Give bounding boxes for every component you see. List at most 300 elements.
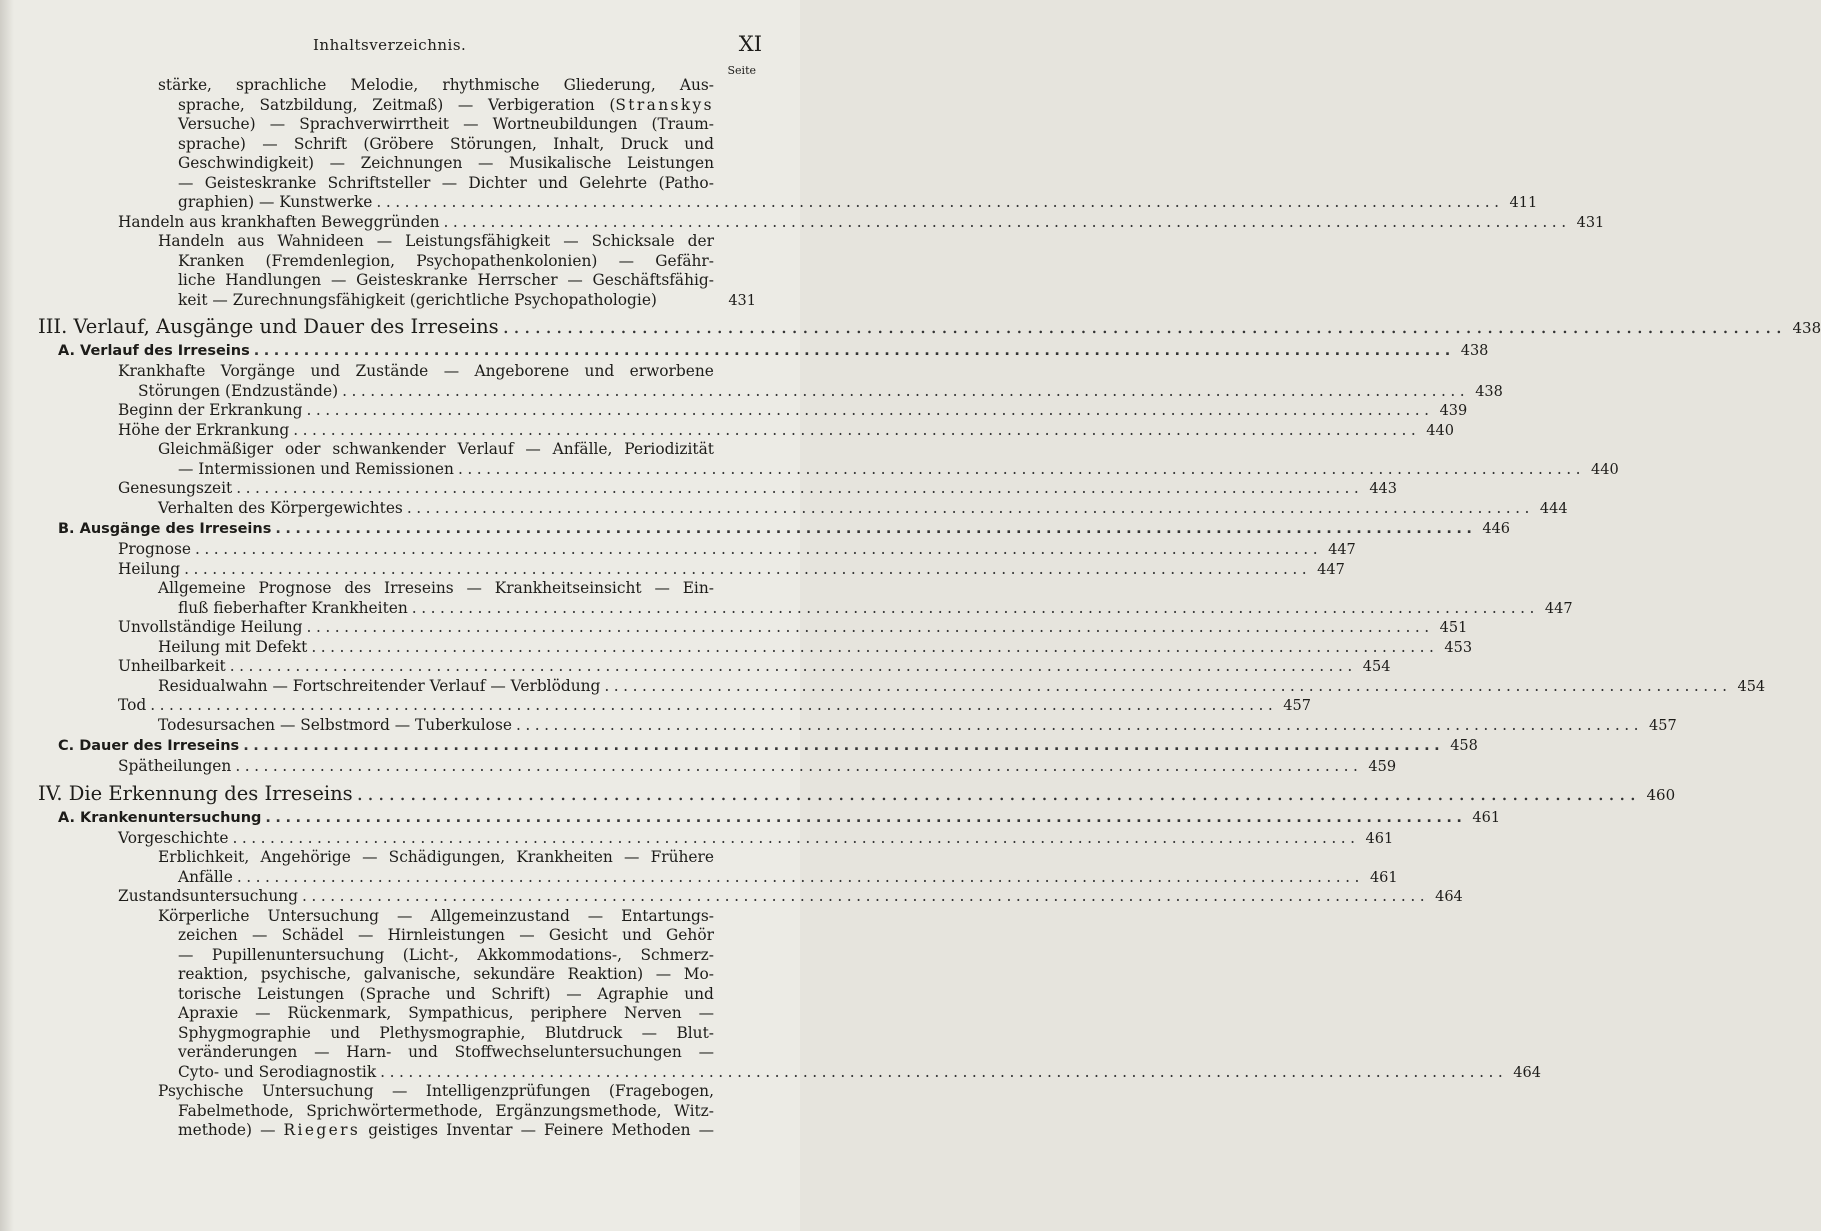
entry-word: Sympathicus, bbox=[408, 1004, 514, 1022]
toc-line bbox=[0, 926, 800, 946]
entry-text: Störungen (Endzustände) bbox=[138, 381, 339, 400]
entry-text: Cyto- und Serodiagnostik bbox=[178, 1062, 377, 1081]
toc-line bbox=[0, 907, 800, 927]
entry-text: B. Ausgänge des Irreseins bbox=[58, 521, 272, 537]
entry-word: erworbene bbox=[629, 362, 714, 380]
entry-word: sekundäre bbox=[473, 965, 556, 983]
toc-entry bbox=[0, 540, 1356, 560]
page-ref: 447 bbox=[1328, 542, 1356, 558]
page-ref: 446 bbox=[1482, 521, 1511, 537]
entry-word: Geisteskranke bbox=[356, 271, 468, 289]
entry-word: Irreseins bbox=[384, 579, 454, 597]
entry-word: (Licht-, bbox=[402, 945, 459, 964]
toc-line bbox=[0, 867, 1398, 888]
toc-line bbox=[0, 271, 800, 291]
entry-word: Anfälle, bbox=[552, 440, 613, 458]
leader-dots: ........................................................................................................................ bbox=[306, 618, 1434, 636]
entry-word: und bbox=[684, 984, 714, 1003]
toc-line bbox=[0, 598, 1573, 619]
entry-word: — bbox=[520, 1121, 536, 1139]
toc-line bbox=[0, 946, 800, 966]
entry-word: Geisteskranke bbox=[204, 173, 317, 192]
entry-word: Schrift bbox=[293, 134, 348, 153]
toc-line bbox=[0, 76, 800, 96]
leader-dots: ........................................................................................................................ bbox=[515, 715, 1644, 734]
entry-word: Frühere bbox=[650, 848, 714, 866]
page-ref: 458 bbox=[1450, 738, 1478, 754]
entry-word: Schmerz- bbox=[640, 945, 714, 964]
entry-word: psychische, bbox=[260, 965, 352, 983]
page-ref: 438 bbox=[1792, 319, 1821, 337]
entry-text: Heilung bbox=[118, 559, 181, 578]
entry-text: Beginn der Erkrankung bbox=[118, 401, 303, 419]
entry-word: (Traum- bbox=[651, 115, 714, 133]
entry-word: — bbox=[525, 440, 541, 458]
table-of-contents bbox=[0, 76, 1821, 1141]
entry-word: schwankender bbox=[332, 440, 446, 458]
page-ref: 447 bbox=[1544, 600, 1573, 617]
page-ref: 457 bbox=[1649, 717, 1677, 734]
entry-word: Sprichwörtermethode, bbox=[306, 1101, 483, 1120]
entry-word: — bbox=[478, 154, 494, 172]
entry-word: und bbox=[445, 984, 476, 1003]
toc-entry bbox=[0, 618, 1468, 638]
toc-subsection-heading bbox=[0, 735, 1478, 757]
entry-word: Geschäftsfähig- bbox=[592, 271, 714, 289]
page-ref: 447 bbox=[1317, 561, 1345, 578]
entry-word: — bbox=[260, 1121, 276, 1139]
entry-word: Erblichkeit, bbox=[158, 848, 250, 866]
entry-text: fluß fieberhafter Krankheiten bbox=[178, 598, 408, 617]
page-ref: 461 bbox=[1365, 830, 1394, 847]
entry-word: Gleichmäßiger bbox=[158, 440, 274, 458]
entry-word: Agraphie bbox=[597, 984, 669, 1003]
toc-line bbox=[0, 1121, 800, 1141]
leader-dots: ........................................................................................................................ bbox=[150, 696, 1278, 714]
entry-word: Handeln bbox=[158, 232, 225, 250]
entry-text: Spätheilungen bbox=[118, 757, 232, 775]
entry-word: — bbox=[329, 154, 345, 172]
toc-entry bbox=[0, 696, 1311, 716]
leader-dots: ........................................................................................................................ bbox=[443, 212, 1571, 231]
entry-word: und bbox=[538, 173, 568, 192]
entry-word: — bbox=[178, 945, 194, 964]
entry-word: Rückenmark, bbox=[287, 1004, 392, 1022]
entry-word: Untersuchung bbox=[262, 1082, 374, 1100]
entry-text: Todesursachen — Selbstmord — Tuberkulose bbox=[158, 715, 512, 734]
entry-word: Krankhafte bbox=[118, 362, 206, 380]
entry-word: des bbox=[344, 579, 372, 597]
entry-word: Versuche) bbox=[178, 115, 256, 133]
page-ref: 453 bbox=[1444, 639, 1473, 656]
entry-word: Zustände bbox=[355, 362, 429, 380]
entry-word: Blut- bbox=[676, 1023, 714, 1042]
page-ref: 431 bbox=[1576, 214, 1605, 231]
entry-word: Schicksale bbox=[591, 232, 675, 250]
entry-word: und bbox=[408, 1043, 438, 1061]
entry-word: Störungen, bbox=[449, 134, 537, 153]
entry-text: Handeln aus krankhaften Beweggründen bbox=[118, 212, 440, 231]
page-ref: 461 bbox=[1472, 809, 1501, 826]
entry-word: Gesicht bbox=[548, 926, 608, 944]
entry-word: — bbox=[457, 95, 474, 114]
toc-subsection-heading bbox=[0, 807, 1501, 829]
entry-word: Ergänzungsmethode, bbox=[495, 1101, 662, 1120]
leader-dots: ........................................................................................................................ bbox=[235, 757, 1363, 775]
entry-word: Inhalt, bbox=[553, 134, 605, 153]
toc-entry bbox=[0, 887, 1463, 907]
entry-word: Nerven bbox=[623, 1004, 682, 1022]
entry-text: Unvollständige Heilung bbox=[118, 618, 303, 636]
entry-word: Musikalische bbox=[508, 154, 612, 172]
toc-line bbox=[0, 362, 800, 382]
entry-word: Harn- bbox=[346, 1043, 392, 1061]
toc-section-heading bbox=[0, 777, 1676, 807]
entry-word: Gefähr- bbox=[655, 251, 714, 270]
entry-word: Schädigungen, bbox=[388, 848, 506, 866]
toc-line bbox=[0, 252, 800, 272]
entry-word: Riegers bbox=[283, 1121, 361, 1139]
entry-word: Psychische bbox=[158, 1082, 244, 1100]
page-ref: 459 bbox=[1368, 759, 1397, 775]
entry-word: Wahnideen bbox=[277, 232, 364, 250]
entry-word: — bbox=[392, 1082, 408, 1100]
entry-text: III. Verlauf, Ausgänge und Dauer des Irreseins bbox=[38, 315, 499, 338]
entry-text: A. Verlauf des Irreseins bbox=[58, 343, 250, 359]
entry-word: Druck bbox=[620, 134, 669, 153]
toc-line bbox=[0, 1102, 800, 1122]
entry-word: rhythmische bbox=[442, 76, 540, 94]
toc-line bbox=[0, 459, 1619, 480]
entry-text: Tod bbox=[118, 696, 147, 714]
entry-word: Feinere bbox=[544, 1121, 604, 1139]
entry-word: — bbox=[466, 579, 482, 597]
page-number: XI bbox=[738, 32, 762, 56]
entry-word: — bbox=[463, 115, 479, 133]
toc-entry bbox=[0, 559, 1345, 580]
entry-word: Herrscher bbox=[477, 271, 558, 289]
entry-word: Angeborene bbox=[474, 362, 570, 380]
entry-word: — bbox=[655, 965, 672, 983]
entry-word: Dichter bbox=[468, 173, 527, 192]
entry-word: Krankheiten bbox=[516, 848, 613, 866]
entry-word: Angehörige bbox=[260, 848, 351, 866]
toc-line bbox=[0, 1004, 800, 1024]
entry-word: Psychopathenkolonien) bbox=[416, 251, 598, 270]
entry-word: Ein- bbox=[682, 579, 714, 597]
entry-word: reaktion, bbox=[178, 965, 249, 983]
toc-line bbox=[0, 174, 800, 194]
leader-dots: ........................................................................................................................ bbox=[342, 381, 1470, 400]
entry-word: — bbox=[357, 926, 374, 944]
leader-dots: ........................................................................................................................ bbox=[236, 867, 1364, 886]
leader-dots: ........................................................................................................................ bbox=[184, 559, 1312, 578]
page-ref: 444 bbox=[1539, 500, 1568, 517]
entry-word: Verlauf bbox=[457, 440, 514, 458]
toc-entry bbox=[0, 715, 1677, 736]
entry-word: — bbox=[641, 1023, 658, 1042]
toc-line bbox=[0, 193, 1538, 213]
entry-word: Reaktion) bbox=[567, 965, 644, 983]
entry-word: — bbox=[441, 173, 458, 192]
toc-line bbox=[0, 115, 800, 135]
page-ref: 457 bbox=[1283, 698, 1311, 714]
entry-word: — bbox=[314, 1043, 330, 1061]
running-header-title: Inhaltsverzeichnis. bbox=[313, 36, 467, 54]
toc-line bbox=[0, 232, 800, 252]
entry-word: — bbox=[623, 848, 640, 866]
leader-dots: ........................................................................................................................ bbox=[457, 459, 1586, 478]
toc-line bbox=[0, 1024, 800, 1044]
entry-word: oder bbox=[284, 440, 321, 458]
entry-word: Apraxie bbox=[178, 1004, 239, 1022]
page-ref: 438 bbox=[1460, 343, 1489, 359]
entry-text: Heilung mit Defekt bbox=[158, 637, 308, 656]
entry-word: Entartungs- bbox=[621, 906, 714, 925]
toc-subsection-heading bbox=[0, 340, 1489, 362]
entry-word: Gelehrte bbox=[579, 173, 648, 192]
toc-entry bbox=[0, 676, 1766, 697]
page-ref: 440 bbox=[1591, 461, 1619, 478]
leader-dots: ........................................................................................................................ bbox=[195, 540, 1323, 558]
entry-text: Genesungszeit bbox=[118, 479, 233, 497]
leader-dots: ........................................................................................................................ bbox=[311, 637, 1439, 656]
entry-word: Allgemeinzustand bbox=[430, 906, 570, 925]
leader-dots: ........................................................................................................................ bbox=[502, 315, 1787, 338]
entry-word: — bbox=[255, 1004, 271, 1022]
page-ref: 461 bbox=[1369, 869, 1398, 886]
leader-dots: ........................................................................................................................ bbox=[411, 598, 1539, 617]
entry-word: Verbigeration bbox=[487, 95, 595, 114]
leader-dots: ........................................................................................................................ bbox=[406, 498, 1534, 517]
entry-text: Verhalten des Körpergewichtes bbox=[158, 498, 403, 517]
entry-text: Anfälle bbox=[178, 867, 233, 886]
entry-word: — bbox=[519, 926, 535, 944]
leader-dots: ........................................................................................................................ bbox=[232, 828, 1360, 847]
entry-word: Wortneubildungen bbox=[492, 115, 638, 133]
entry-word: Gliederung, bbox=[563, 76, 656, 94]
toc-entry bbox=[0, 212, 1605, 233]
entry-text: Residualwahn — Fortschreitender Verlauf — Verblödung bbox=[158, 676, 601, 695]
toc-entry bbox=[0, 420, 1454, 441]
entry-word: aus bbox=[237, 232, 265, 250]
toc-line bbox=[0, 1082, 800, 1102]
entry-word: (Sprache bbox=[359, 984, 431, 1003]
page-ref: 411 bbox=[1509, 195, 1538, 211]
toc-subsection-heading bbox=[0, 518, 1511, 540]
entry-word: Intelligenzprüfungen bbox=[425, 1082, 591, 1100]
entry-text: graphien) — Kunstwerke bbox=[178, 193, 373, 211]
toc-line bbox=[0, 965, 800, 985]
toc-line bbox=[0, 1062, 1541, 1083]
entry-word: sprachliche bbox=[236, 76, 327, 94]
entry-word: Sprachverwirrtheit bbox=[299, 115, 449, 133]
entry-word: veränderungen bbox=[178, 1043, 298, 1061]
leader-dots: ........................................................................................................................ bbox=[275, 521, 1477, 537]
entry-word: Periodizität bbox=[624, 440, 714, 458]
entry-word: und bbox=[622, 926, 652, 944]
entry-word: (Patho- bbox=[658, 173, 714, 192]
entry-word: Leistungen bbox=[626, 154, 714, 172]
leader-dots: ........................................................................................................................ bbox=[293, 420, 1421, 439]
entry-text: Zustandsuntersuchung bbox=[118, 887, 299, 905]
entry-text: Höhe der Erkrankung bbox=[118, 420, 290, 439]
toc-entry bbox=[0, 401, 1468, 421]
toc-line bbox=[0, 985, 800, 1005]
entry-word: Witz- bbox=[674, 1101, 714, 1120]
leader-dots: ........................................................................................................................ bbox=[302, 887, 1430, 905]
entry-word: — bbox=[698, 1004, 714, 1022]
entry-word: (Gröbere bbox=[363, 134, 434, 153]
entry-word: Geschwindigkeit) bbox=[178, 154, 315, 172]
entry-word: Leistungen bbox=[256, 984, 344, 1003]
entry-word: Kranken bbox=[178, 251, 245, 270]
page-ref: 464 bbox=[1513, 1064, 1541, 1081]
entry-word: — bbox=[698, 1043, 714, 1061]
leader-dots: ........................................................................................................................ bbox=[265, 809, 1467, 826]
entry-word: der bbox=[687, 232, 714, 250]
entry-word: periphere bbox=[530, 1004, 608, 1022]
entry-word: — bbox=[376, 232, 393, 250]
entry-word: Leistungsfähigkeit bbox=[405, 232, 551, 250]
entry-word: — bbox=[698, 1121, 714, 1139]
entry-word: und bbox=[330, 1023, 360, 1042]
entry-text: IV. Die Erkennung des Irreseins bbox=[38, 781, 353, 805]
entry-word: — bbox=[567, 271, 583, 289]
column-label-seite: Seite bbox=[727, 64, 756, 77]
entry-word: Inventar bbox=[446, 1121, 513, 1139]
entry-word: und bbox=[584, 362, 615, 380]
entry-word: — bbox=[262, 134, 278, 153]
leader-dots: ........................................................................................................................ bbox=[306, 401, 1434, 419]
entry-word: und bbox=[684, 134, 714, 153]
entry-word: — bbox=[362, 848, 378, 866]
entry-word: Stoffwechseluntersuchungen bbox=[454, 1043, 682, 1061]
entry-word: — bbox=[654, 579, 670, 597]
entry-word: — bbox=[251, 926, 268, 944]
entry-word: Methoden bbox=[611, 1121, 691, 1139]
toc-section-heading bbox=[0, 310, 1821, 340]
toc-line bbox=[0, 381, 1503, 402]
page-ref: 438 bbox=[1475, 383, 1503, 400]
leader-dots: ........................................................................................................................ bbox=[229, 657, 1357, 675]
entry-word: Allgemeine bbox=[158, 579, 246, 597]
entry-text: — Intermissionen und Remissionen bbox=[178, 459, 454, 478]
toc-line bbox=[0, 291, 800, 311]
entry-word: torische bbox=[178, 984, 242, 1003]
entry-text: A. Krankenuntersuchung bbox=[58, 809, 262, 826]
entry-word: Akkommodations-, bbox=[477, 945, 623, 964]
toc-entry bbox=[0, 479, 1397, 499]
entry-word: — bbox=[396, 906, 413, 925]
entry-text: Unheilbarkeit bbox=[118, 657, 226, 675]
entry-word: Schrift) bbox=[491, 984, 551, 1003]
toc-line bbox=[0, 848, 800, 868]
entry-word: Gehör bbox=[666, 926, 714, 944]
entry-word: (Fragebogen, bbox=[608, 1082, 714, 1100]
entry-word: Schädel bbox=[281, 926, 344, 944]
entry-word: (Stranskys bbox=[609, 95, 714, 114]
entry-word: Hirnleistungen bbox=[387, 926, 505, 944]
leader-dots: ........................................................................................................................ bbox=[253, 343, 1455, 359]
toc-entry bbox=[0, 828, 1394, 849]
entry-word: Körperliche bbox=[158, 906, 250, 925]
toc-line bbox=[0, 96, 800, 116]
entry-word: — bbox=[563, 232, 579, 250]
entry-word: liche bbox=[178, 271, 216, 289]
entry-word: Sphygmographie bbox=[178, 1023, 311, 1042]
entry-word: Krankheitseinsicht bbox=[494, 579, 642, 597]
entry-text: keit — Zurechnungsfähigkeit (gerichtliche Psychopathologie) bbox=[178, 290, 657, 309]
entry-word: Melodie, bbox=[350, 76, 419, 94]
page-ref: 443 bbox=[1369, 481, 1397, 497]
entry-text: C. Dauer des Irreseins bbox=[58, 738, 240, 754]
entry-word: — bbox=[269, 115, 286, 133]
entry-word: Prognose bbox=[258, 579, 332, 597]
page-ref: 454 bbox=[1737, 678, 1766, 695]
leader-dots: ........................................................................................................................ bbox=[380, 1062, 1508, 1081]
page-ref: 439 bbox=[1439, 403, 1468, 419]
entry-word: Aus- bbox=[679, 76, 714, 94]
entry-word: methode) bbox=[178, 1121, 253, 1139]
entry-word: Plethysmographie, bbox=[379, 1023, 526, 1042]
entry-word: Zeitmaß) bbox=[372, 95, 444, 114]
page-ref: 460 bbox=[1646, 785, 1676, 804]
entry-word: Schriftsteller bbox=[327, 173, 431, 192]
toc-entry bbox=[0, 637, 1473, 658]
entry-word: — bbox=[443, 362, 460, 380]
leader-dots: ........................................................................................................................ bbox=[604, 676, 1732, 695]
page-ref: 454 bbox=[1362, 659, 1391, 675]
entry-word: Vorgänge bbox=[220, 362, 296, 380]
leader-dots: ........................................................................................................................ bbox=[376, 193, 1504, 211]
entry-word: Zeichnungen bbox=[360, 154, 463, 172]
toc-entry bbox=[0, 498, 1568, 519]
page-ref: 431 bbox=[728, 292, 756, 309]
entry-word: Blutdruck bbox=[544, 1023, 623, 1042]
toc-line bbox=[0, 579, 800, 599]
entry-text: Prognose bbox=[118, 540, 192, 558]
page-ref: 440 bbox=[1426, 422, 1454, 439]
entry-word: sprache, bbox=[178, 95, 245, 114]
toc-line bbox=[0, 135, 800, 155]
entry-word: Pupillenuntersuchung bbox=[211, 945, 385, 964]
entry-word: Mo- bbox=[683, 965, 714, 983]
entry-word: Satzbildung, bbox=[259, 95, 358, 114]
entry-word: zeichen bbox=[178, 926, 238, 944]
toc-entry bbox=[0, 657, 1391, 677]
entry-word: — bbox=[587, 906, 604, 925]
entry-word: Untersuchung bbox=[267, 906, 380, 925]
page-ref: 464 bbox=[1435, 889, 1463, 905]
entry-word: und bbox=[310, 362, 341, 380]
entry-text: Vorgeschichte bbox=[118, 828, 229, 847]
entry-word: — bbox=[178, 173, 194, 192]
leader-dots: ........................................................................................................................ bbox=[243, 738, 1445, 754]
toc-line bbox=[0, 1043, 800, 1063]
entry-word: — bbox=[566, 984, 582, 1003]
entry-word: geistiges bbox=[368, 1121, 438, 1139]
entry-word: Handlungen bbox=[225, 271, 322, 289]
toc-entry bbox=[0, 757, 1397, 777]
entry-word: stärke, bbox=[158, 76, 212, 94]
entry-word: sprache) bbox=[178, 134, 246, 153]
toc-line bbox=[0, 440, 800, 460]
leader-dots: ........................................................................................................................ bbox=[356, 781, 1641, 805]
entry-word: — bbox=[330, 271, 347, 289]
entry-word: Fabelmethode, bbox=[178, 1101, 294, 1120]
entry-word: galvanische, bbox=[363, 965, 461, 983]
